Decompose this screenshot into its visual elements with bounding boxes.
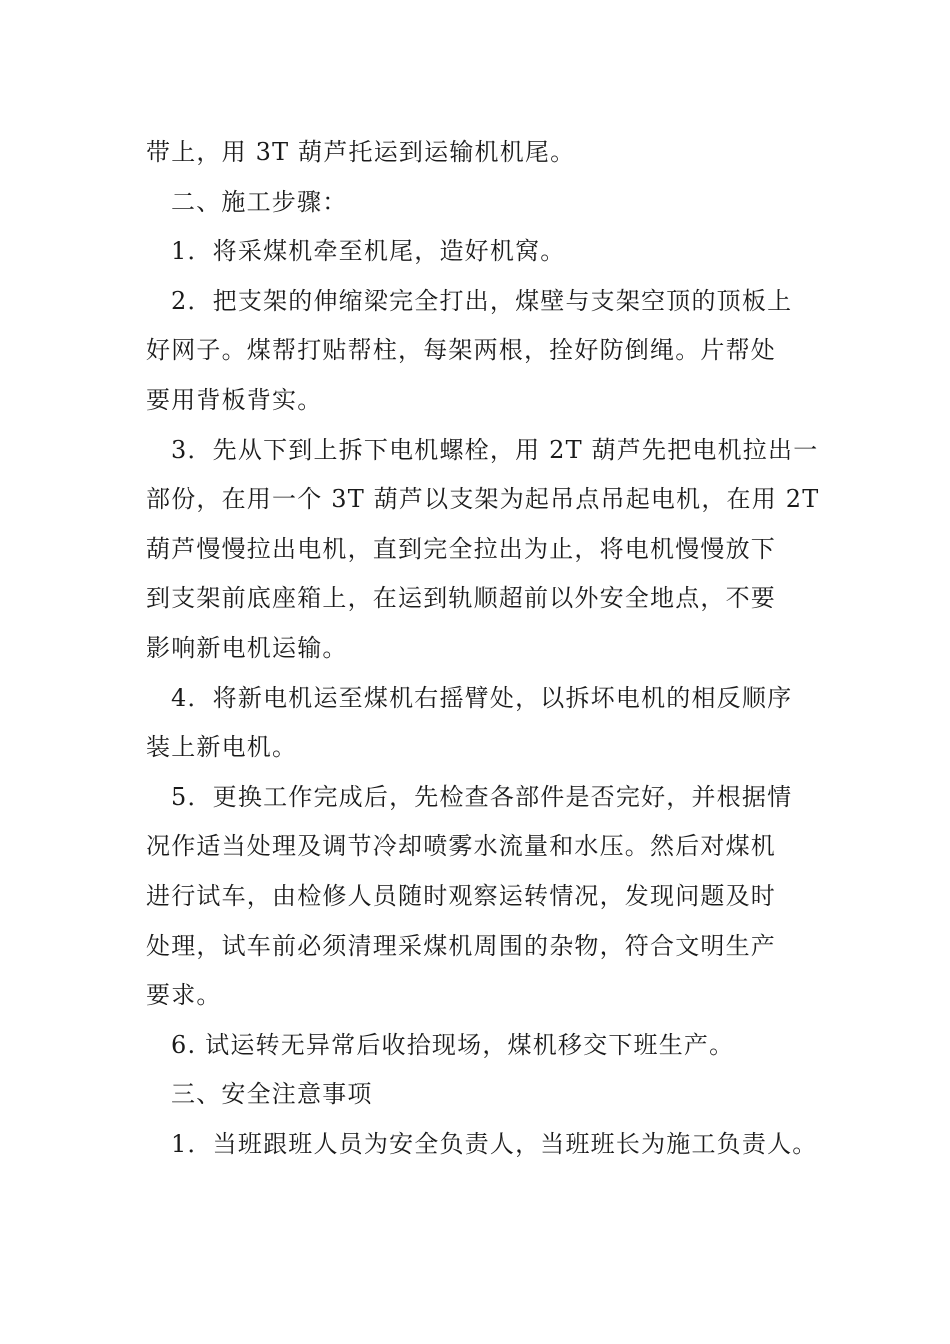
text-line: 进行试车，由检修人员随时观察运转情况，发现问题及时 — [146, 881, 776, 910]
text-line: 3．先从下到上拆下电机螺栓，用 2T 葫芦先把电机拉出一 — [171, 435, 819, 464]
text-line: 影响新电机运输。 — [146, 633, 348, 662]
text-line: 1．将采煤机牵至机尾，造好机窝。 — [171, 237, 566, 266]
text-line: 要求。 — [146, 981, 222, 1010]
text-line: 带上，用 3T 葫芦托运到运输机机尾。 — [146, 138, 576, 166]
text-line: 6. 试运转无异常后收拾现场，煤机移交下班生产。 — [171, 1030, 735, 1059]
text-line: 4．将新电机运至煤机右摇臂处，以拆坏电机的相反顺序 — [171, 683, 793, 712]
text-line: 葫芦慢慢拉出电机，直到完全拉出为止，将电机慢慢放下 — [146, 534, 776, 563]
text-line: 处理，试车前必须清理采煤机周围的杂物，符合文明生产 — [146, 931, 776, 960]
text-line: 况作适当处理及调节冷却喷雾水流量和水压。然后对煤机 — [146, 832, 776, 861]
text-line: 部份，在用一个 3T 葫芦以支架为起吊点吊起电机，在用 2T — [146, 485, 820, 514]
text-line: 到支架前底座箱上，在运到轨顺超前以外安全地点，不要 — [146, 584, 776, 613]
text-line: 要用背板背实。 — [146, 385, 323, 414]
text-line: 好网子。煤帮打贴帮柱，每架两根，拴好防倒绳。片帮处 — [146, 336, 776, 365]
text-line: 装上新电机。 — [146, 733, 298, 762]
section-heading: 二、施工步骤： — [171, 187, 348, 216]
body-text — [146, 128, 826, 1169]
section-heading: 三、安全注意事项 — [171, 1080, 373, 1109]
text-line: 5．更换工作完成后，先检查各部件是否完好，并根据情 — [171, 782, 793, 811]
text-line: 1．当班跟班人员为安全负责人，当班班长为施工负责人。 — [171, 1129, 818, 1158]
text-line: 2．把支架的伸缩梁完全打出，煤壁与支架空顶的顶板上 — [171, 286, 793, 315]
